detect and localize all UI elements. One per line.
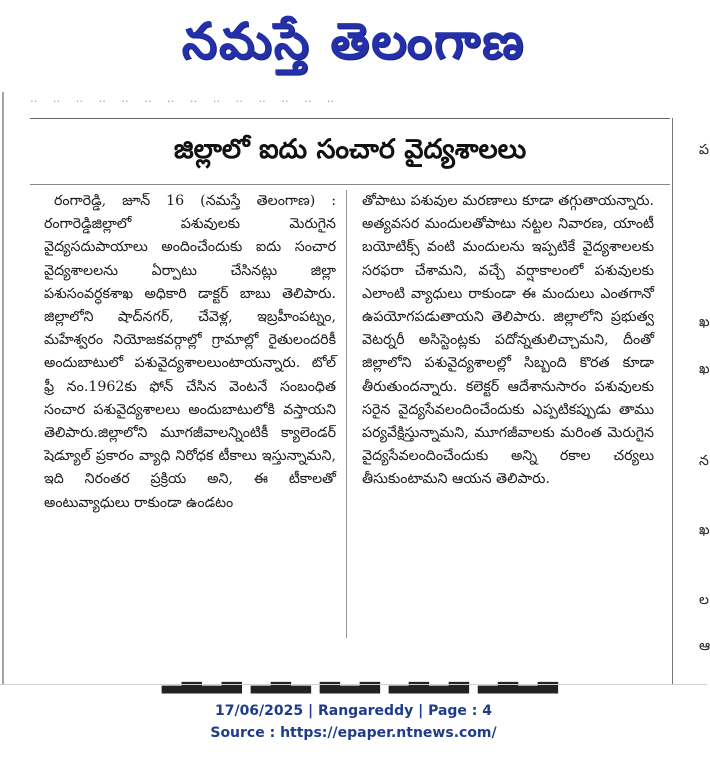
edge-glyph: న (699, 453, 709, 469)
top-rule (30, 118, 670, 119)
article-headline: జిల్లాలో ఐదు సంచార వైద్యశాలలు (173, 134, 527, 165)
adjacent-column-edge (672, 118, 708, 684)
column-divider (346, 190, 347, 638)
headline-rule (30, 184, 670, 185)
edge-glyph: ఆ (699, 638, 710, 654)
article-column-right: తోపాటు పశువుల మరణాలు కూడా తగ్గుతాయన్నారు. అత్యవసర మందులతోపాటు నట్టల నివారణ, యాంటీ బయోటిక్స్ వంటి మందులను ఇప్పటికే వైద్యశాలలకు సరఫరా చేశామని, వచ్చే వర్షాకాలంలో పశువులకు ఎలాంటి వ్యాధులు రాకుండా ఈ మందులు ఎంతగానో ఉపయోగపడుతాయని తెలిపారు. జిల్లాలోని ప్రభుత్వ వెటర్నరీ అసిస్టెంట్లకు పదోన్నతులిచ్చామని, దీంతో జిల్లాలోని పశువైద్యశాలల్లో సిబ్బంది కొరత కూడా తీరుతుందన్నారు. కలెక్టర్ ఆదేశానుసారం పశువులకు సరైన వైద్యసేవలందించేందుకు ఎప్పటికప్పుడు తాము పర్యవేక్షిస్తున్నామని, మూగజీవాలకు మరింత మెరుగైన వైద్యసేవలందించేందుకు అన్ని రకాల చర్యలు తీసుకుంటామని ఆయన తెలిపారు. (362, 193, 654, 488)
article-column-left: రంగారెడ్డి, జూన్ 16 (నమస్తే తెలంగాణ) : రంగారెడ్డిజిల్లాలో పశువులకు మెరుగైన వైద్యసదుపాయాలు అందించేందుకు ఐదు సంచార వైద్యశాలలను ఏర్పాటు చేసినట్లు జిల్లా పశుసంవర్ధకశాఖ అధికారి డాక్టర్ బాబు తెలిపారు. జిల్లాలోని షాద్‌నగర్, చేవెళ్ల, ఇబ్రహీంపట్నం, మహేశ్వరం నియోజకవర్గాల్లో గ్రామాల్లో రైతులందరికీ అందుబాటులో పశువైద్యశాలలుంటాయన్నారు. టోల్ ఫ్రీ నం.1962కు ఫోన్ చేసిన వెంటనే సంబంధిత సంచార పశువైద్యశాలలు అందుబాటులోకి వస్తాయని తెలిపారు.జిల్లాలోని మూగజీవాలన్నింటికీ క్యాలెండర్ షెడ్యూల్ ప్రకారం వ్యాధి నిరోధక టీకాలు ఇస్తున్నామని, ఇది నిరంతర ప్రక్రియ అని, ఈ టీకాలతో అంటువ్యాధులు రాకుండా ఉండటం (44, 193, 336, 511)
source-link[interactable]: Source : https://epaper.ntnews.com/ (210, 725, 497, 741)
masthead (0, 0, 707, 82)
source-footer (0, 700, 707, 744)
newspaper-clipping (0, 92, 710, 694)
edge-glyph: ఖ (699, 361, 710, 377)
next-article-headline-cutoff: ▂▃▂▃ ▂▃▂ ▃▂▃ ▂▃▂▃ ▂▃▂▃ (161, 664, 559, 694)
clip-bottom-border (0, 684, 707, 685)
previous-column-edge (2, 92, 16, 684)
edge-glyph: ల (699, 592, 709, 608)
edge-glyph: ఖ (699, 522, 710, 538)
edge-glyph: ఖ (699, 314, 710, 330)
masthead-logo-title: నమస్తే తెలంగాణ (181, 11, 526, 70)
edition-info: 17/06/2025 | Rangareddy | Page : 4 (214, 703, 493, 719)
edge-glyph: ప (699, 142, 709, 158)
cut-off-text-strip: ‥ ‥ ‥ ‥ ‥ ‥ ‥ ‥ ‥ ‥ ‥ ‥ ‥ ‥ (30, 92, 341, 105)
